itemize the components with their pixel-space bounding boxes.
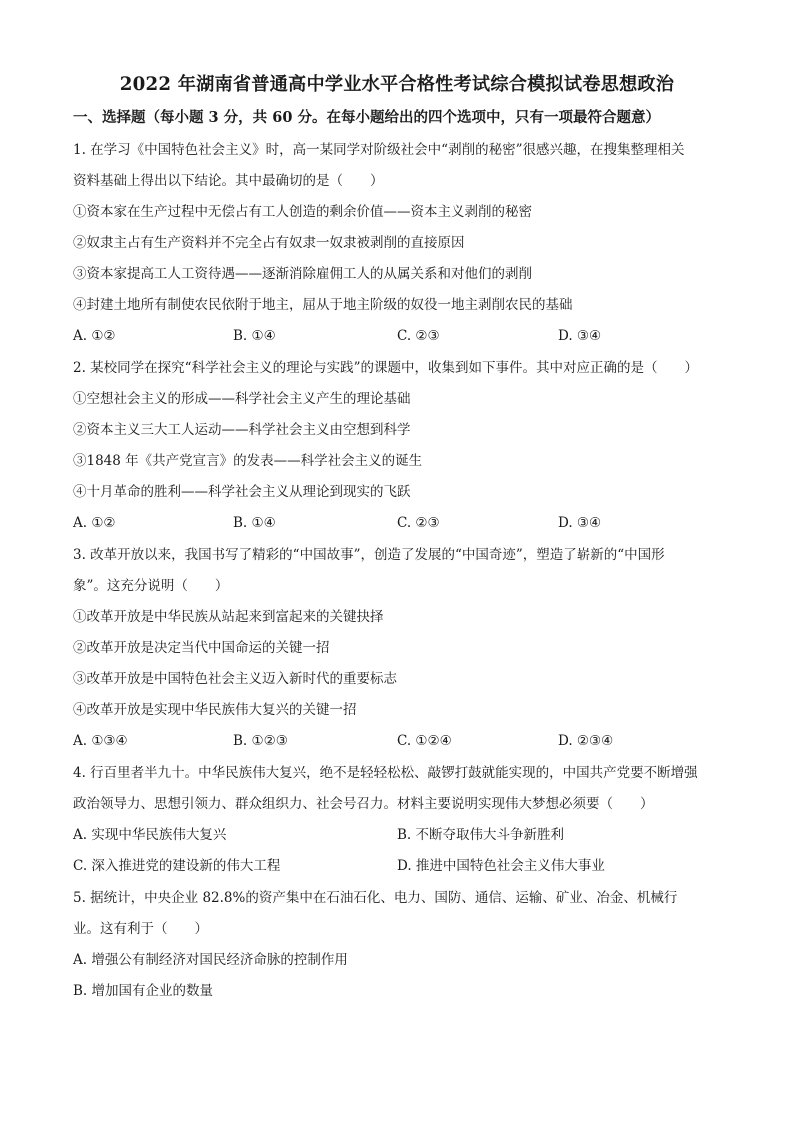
q4-option-d[interactable]: D. 推进中国特色社会主义伟大事业 bbox=[397, 858, 605, 874]
q3-stem-line1: 3. 改革开放以来，我国书写了精彩的“中国故事”，创造了发展的“中国奇迹”，塑造了崭新的“中国形 bbox=[73, 547, 665, 563]
q3-option-b[interactable]: B. ①②③ bbox=[233, 733, 288, 749]
q4-stem-line1: 4. 行百里者半九十。中华民族伟大复兴，绝不是轻轻松松、敲锣打鼓就能实现的，中国共产党要不断增强 bbox=[73, 765, 698, 781]
q4-option-b[interactable]: B. 不断夺取伟大斗争新胜利 bbox=[397, 827, 565, 843]
q2-stem: 2. 某校同学在探究“科学社会主义的理论与实践”的课题中，收集到如下事件。其中对应正确的是（ ） bbox=[73, 360, 698, 376]
q5-option-a[interactable]: A. 增强公有制经济对国民经济命脉的控制作用 bbox=[73, 952, 348, 968]
q5-stem-line2: 业。这有利于（ ） bbox=[73, 921, 208, 937]
q1-option-c[interactable]: C. ②③ bbox=[397, 328, 440, 344]
exam-title: 2022 年湖南省普通高中学业水平合格性考试综合模拟试卷思想政治 bbox=[119, 74, 675, 95]
q5-option-b[interactable]: B. 增加国有企业的数量 bbox=[73, 983, 214, 999]
q1-stem-line1: 1. 在学习《中国特色社会主义》时，高一某同学对阶级社会中“剥削的秘密”很感兴趣，在搜集整理相关 bbox=[73, 142, 685, 158]
q3-statement-4: ④改革开放是实现中华民族伟大复兴的关键一招 bbox=[73, 702, 357, 718]
q2-statement-1: ①空想社会主义的形成——科学社会主义产生的理论基础 bbox=[73, 391, 411, 407]
q2-statement-3: ③1848 年《共产党宣言》的发表——科学社会主义的诞生 bbox=[73, 453, 423, 469]
q2-option-a[interactable]: A. ①② bbox=[73, 515, 116, 531]
q2-option-b[interactable]: B. ①④ bbox=[233, 515, 276, 531]
q1-statement-2: ②奴隶主占有生产资料并不完全占有奴隶一奴隶被剥削的直接原因 bbox=[73, 235, 465, 251]
q3-stem-line2: 象”。这充分说明（ ） bbox=[73, 578, 229, 594]
q2-statement-4: ④十月革命的胜利——科学社会主义从理论到现实的飞跃 bbox=[73, 484, 411, 500]
q3-statement-1: ①改革开放是中华民族从站起来到富起来的关键抉择 bbox=[73, 609, 384, 625]
q2-statement-2: ②资本主义三大工人运动——科学社会主义由空想到科学 bbox=[73, 422, 411, 438]
section-heading: 一、选择题（每小题 3 分，共 60 分。在每小题给出的四个选项中，只有一项最符合题意） bbox=[73, 109, 660, 126]
q1-stem-line2: 资料基础上得出以下结论。其中最确切的是（ ） bbox=[73, 173, 384, 189]
q2-option-c[interactable]: C. ②③ bbox=[397, 515, 440, 531]
q4-option-c[interactable]: C. 深入推进党的建设新的伟大工程 bbox=[73, 858, 281, 874]
q1-statement-1: ①资本家在生产过程中无偿占有工人创造的剩余价值——资本主义剥削的秘密 bbox=[73, 204, 532, 220]
q1-statement-4: ④封建土地所有制使农民依附于地主，屈从于地主阶级的奴役一地主剥削农民的基础 bbox=[73, 297, 573, 313]
q4-stem-line2: 政治领导力、思想引领力、群众组织力、社会号召力。材料主要说明实现伟大梦想必须要（ ） bbox=[73, 796, 654, 812]
q4-option-a[interactable]: A. 实现中华民族伟大复兴 bbox=[73, 827, 227, 843]
q5-stem-line1: 5. 据统计，中央企业 82.8%的资产集中在石油石化、电力、国防、通信、运输、矿业、冶金、机械行 bbox=[73, 890, 678, 906]
q1-option-a[interactable]: A. ①② bbox=[73, 328, 116, 344]
q3-statement-3: ③改革开放是中国特色社会主义迈入新时代的重要标志 bbox=[73, 671, 397, 687]
q3-statement-2: ②改革开放是决定当代中国命运的关键一招 bbox=[73, 640, 330, 656]
q3-option-d[interactable]: D. ②③④ bbox=[558, 733, 614, 749]
q1-option-d[interactable]: D. ③④ bbox=[558, 328, 602, 344]
q1-option-b[interactable]: B. ①④ bbox=[233, 328, 276, 344]
q1-statement-3: ③资本家提高工人工资待遇——逐渐消除雇佣工人的从属关系和对他们的剥削 bbox=[73, 266, 532, 282]
q3-option-c[interactable]: C. ①②④ bbox=[397, 733, 452, 749]
q2-option-d[interactable]: D. ③④ bbox=[558, 515, 602, 531]
q3-option-a[interactable]: A. ①③④ bbox=[73, 733, 128, 749]
